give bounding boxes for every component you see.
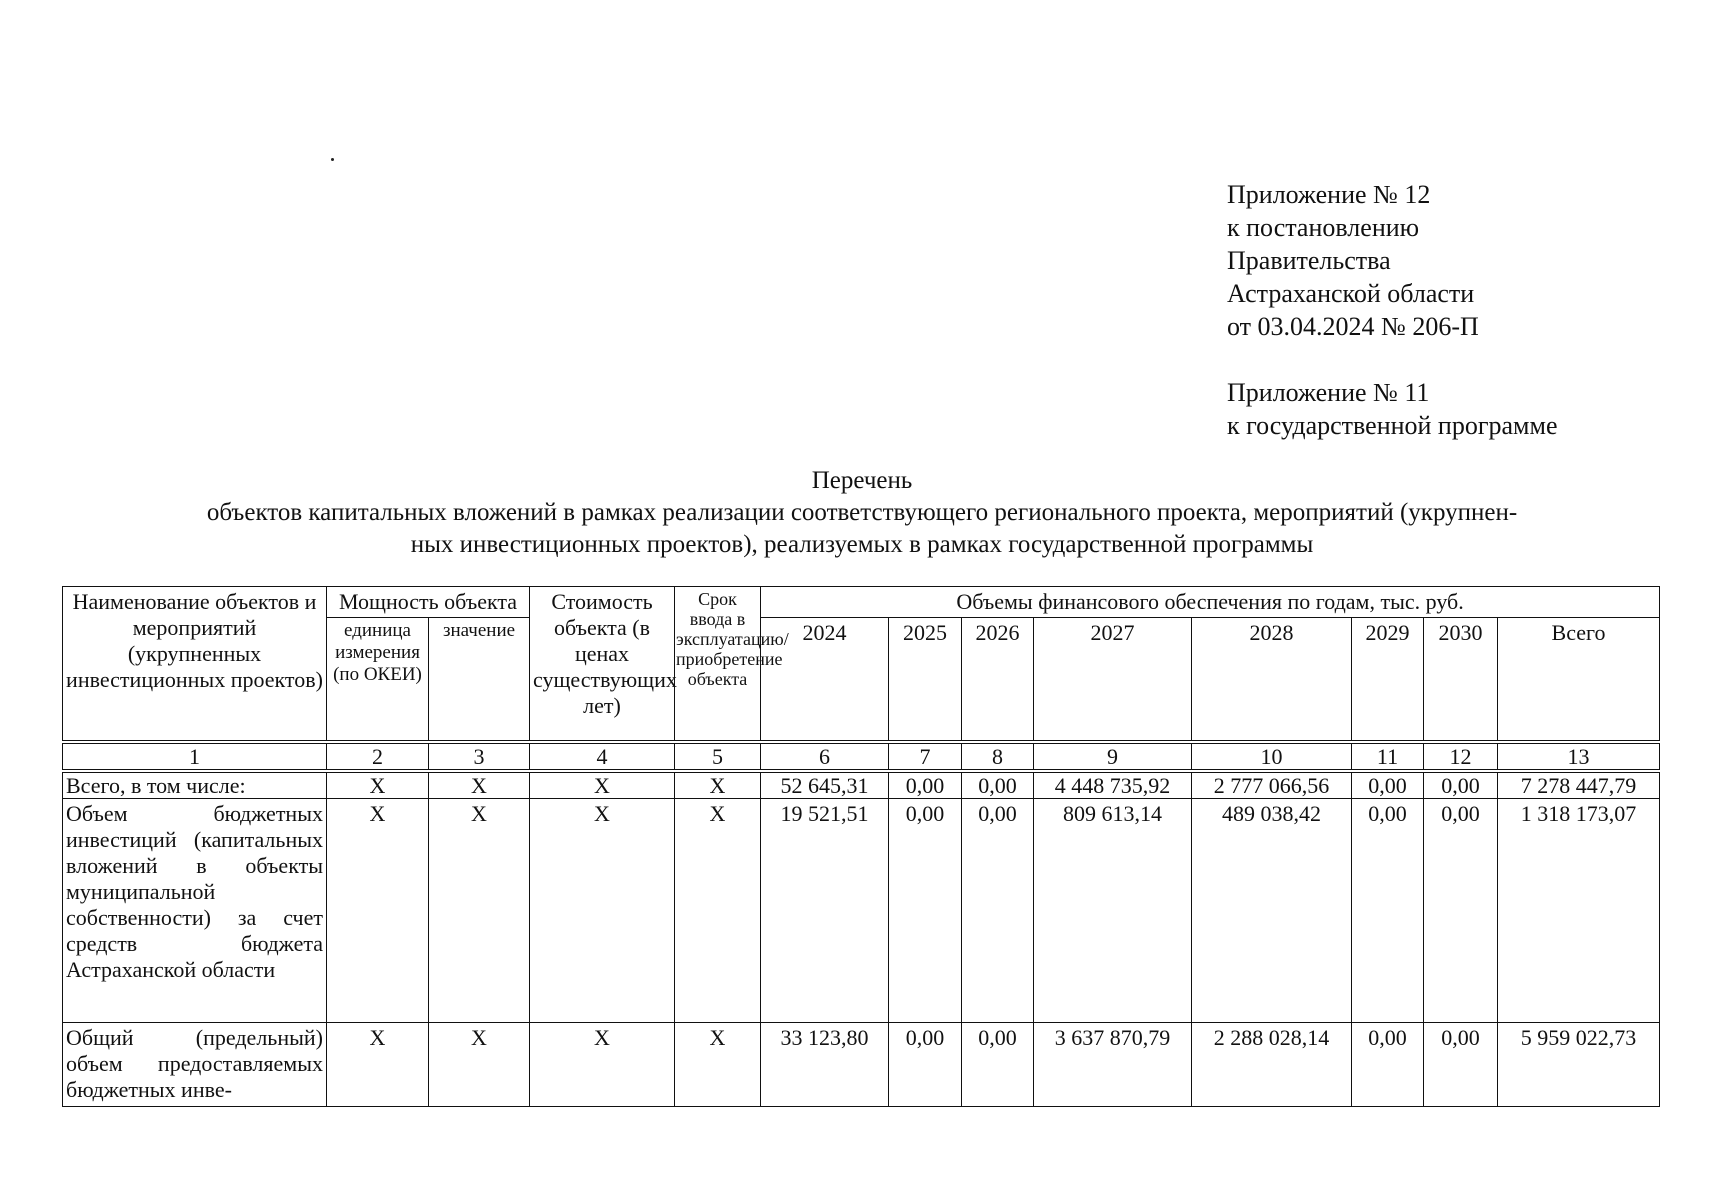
row-name: Общий (предельный) объем предоставляемых бюджетных инве-: [63, 1022, 327, 1106]
column-number: 11: [1352, 742, 1424, 771]
appendix-line: Астраханской области: [1227, 279, 1475, 308]
appendix-line: к постановлению: [1227, 213, 1420, 242]
header-name: Наименование объектов и мероприятий (укрупненных инвестиционных проектов): [63, 587, 327, 742]
title-line: объектов капитальных вложений в рамках реализации соответствующего регионального проекта, мероприятий (укрупнен-: [206, 499, 1518, 526]
appendix-block: [1227, 178, 1558, 442]
cell-total: 1 318 173,07: [1498, 798, 1660, 1022]
capital-investment-table: [62, 586, 1660, 1107]
title-line: ных инвестиционных проектов), реализуемых в рамках государственной программы: [410, 531, 1314, 558]
row-name: Объем бюджетных инвестиций (капитальных вложений в объекты муниципальной собственности) за счет средств бюджета Астраханской области: [63, 798, 327, 1022]
cell-2025: 0,00: [889, 771, 962, 799]
appendix-line: Приложение № 12: [1227, 180, 1431, 209]
cell-2029: 0,00: [1352, 771, 1424, 799]
column-number: 9: [1034, 742, 1192, 771]
header-capacity: Мощность объекта: [327, 587, 530, 618]
cell-total: 7 278 447,79: [1498, 771, 1660, 799]
cell-cost: X: [530, 798, 675, 1022]
table-row: [63, 771, 1660, 799]
cell-2026: 0,00: [962, 798, 1034, 1022]
cell-2028: 2 288 028,14: [1192, 1022, 1352, 1106]
document-title: [62, 465, 1662, 561]
table-row: [63, 798, 1660, 1022]
cell-2030: 0,00: [1424, 1022, 1498, 1106]
cell-value: X: [429, 798, 530, 1022]
appendix-line: Приложение № 11: [1227, 378, 1430, 407]
row-name: Всего, в том числе:: [63, 771, 327, 799]
cell-unit: X: [327, 771, 429, 799]
cell-2026: 0,00: [962, 771, 1034, 799]
title-line: Перечень: [811, 467, 913, 494]
cell-unit: X: [327, 1022, 429, 1106]
column-number: 10: [1192, 742, 1352, 771]
cell-2029: 0,00: [1352, 1022, 1424, 1106]
header-term: Срок ввода в эксплуатацию/ приобретение объекта: [675, 587, 761, 742]
column-number: 1: [63, 742, 327, 771]
appendix-line: от 03.04.2024 № 206-П: [1227, 312, 1479, 341]
cell-2029: 0,00: [1352, 798, 1424, 1022]
appendix-line: Правительства: [1227, 246, 1391, 275]
header-year-2026: 2026: [962, 618, 1034, 742]
cell-2025: 0,00: [889, 798, 962, 1022]
table-row: [63, 1022, 1660, 1106]
header-total: Всего: [1498, 618, 1660, 742]
stray-dot: [331, 158, 334, 161]
cell-2030: 0,00: [1424, 771, 1498, 799]
cell-2024: 33 123,80: [761, 1022, 889, 1106]
cell-2027: 4 448 735,92: [1034, 771, 1192, 799]
cell-total: 5 959 022,73: [1498, 1022, 1660, 1106]
header-funding: Объемы финансового обеспечения по годам, тыс. руб.: [761, 587, 1660, 618]
cell-2030: 0,00: [1424, 798, 1498, 1022]
appendix-gap: [1227, 343, 1558, 376]
cell-2026: 0,00: [962, 1022, 1034, 1106]
cell-term: X: [675, 771, 761, 799]
header-row: [63, 587, 1660, 618]
column-number: 3: [429, 742, 530, 771]
cell-value: X: [429, 1022, 530, 1106]
header-year-2025: 2025: [889, 618, 962, 742]
cell-value: X: [429, 771, 530, 799]
header-year-2030: 2030: [1424, 618, 1498, 742]
cell-2024: 19 521,51: [761, 798, 889, 1022]
header-unit: единица измерения (по ОКЕИ): [327, 618, 429, 742]
cell-2027: 3 637 870,79: [1034, 1022, 1192, 1106]
header-year-2028: 2028: [1192, 618, 1352, 742]
column-number: 2: [327, 742, 429, 771]
cell-cost: X: [530, 771, 675, 799]
cell-term: X: [675, 1022, 761, 1106]
cell-unit: X: [327, 798, 429, 1022]
column-number: 4: [530, 742, 675, 771]
cell-2028: 2 777 066,56: [1192, 771, 1352, 799]
column-number: 5: [675, 742, 761, 771]
cell-2028: 489 038,42: [1192, 798, 1352, 1022]
header-year-2029: 2029: [1352, 618, 1424, 742]
column-number: 7: [889, 742, 962, 771]
header-year-2027: 2027: [1034, 618, 1192, 742]
cell-term: X: [675, 798, 761, 1022]
cell-2025: 0,00: [889, 1022, 962, 1106]
cell-2024: 52 645,31: [761, 771, 889, 799]
cell-cost: X: [530, 1022, 675, 1106]
column-number: 8: [962, 742, 1034, 771]
column-number: 6: [761, 742, 889, 771]
column-number: 12: [1424, 742, 1498, 771]
header-year-2024: 2024: [761, 618, 889, 742]
cell-2027: 809 613,14: [1034, 798, 1192, 1022]
header-cost: Стоимость объекта (в ценах существующих лет): [530, 587, 675, 742]
header-value: значение: [429, 618, 530, 742]
appendix-line: к государственной программе: [1227, 411, 1558, 440]
column-number-row: [63, 742, 1660, 771]
column-number: 13: [1498, 742, 1660, 771]
